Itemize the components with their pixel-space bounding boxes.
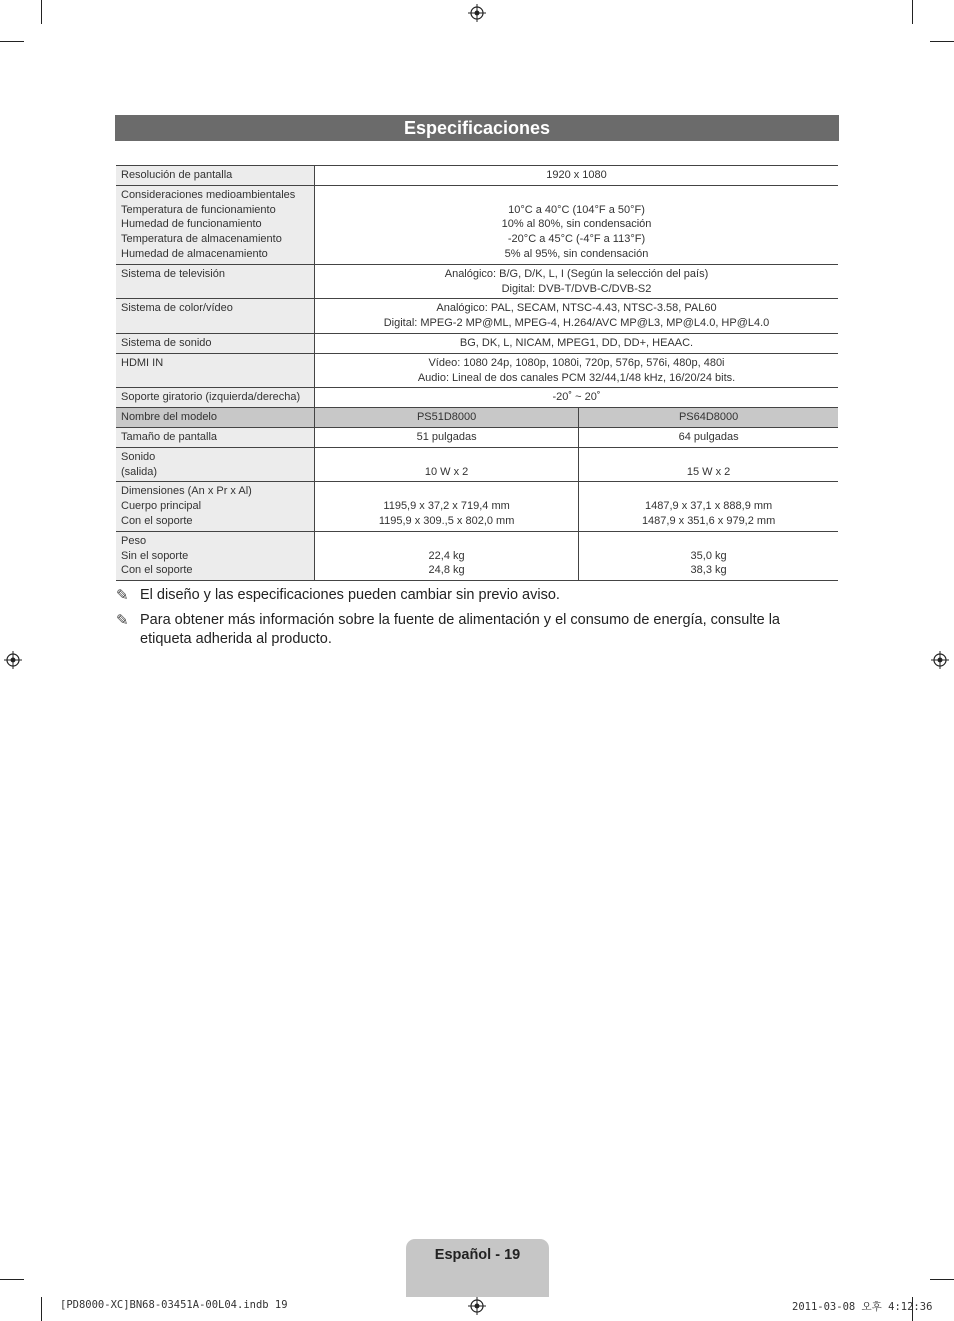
table-row: [116, 264, 838, 299]
footer-timestamp: 2011-03-08 오후 4:12:36: [792, 1301, 933, 1313]
crop-mark: [0, 41, 24, 42]
model-b: PS64D8000: [579, 408, 838, 428]
pencil-note-icon: ✎: [116, 612, 129, 629]
registration-mark-icon: [4, 651, 22, 669]
table-row: [116, 482, 838, 531]
value-a: 22,4 kg 24,8 kg: [315, 531, 579, 580]
table-row: [116, 333, 838, 353]
value-b: 15 W x 2: [579, 447, 838, 482]
table-row: [116, 447, 838, 482]
notes: [116, 586, 806, 655]
note-item: [116, 611, 806, 649]
page-label: Español - 19: [434, 1247, 521, 1263]
value-a: 10 W x 2: [315, 447, 579, 482]
model-a: PS51D8000: [315, 408, 579, 428]
row-label: Peso Sin el soporte Con el soporte: [116, 531, 315, 580]
row-label: Nombre del modelo: [116, 408, 315, 428]
crop-mark: [0, 1279, 24, 1280]
row-value: 1920 x 1080: [315, 166, 839, 186]
page-number-tab: [406, 1239, 549, 1297]
value-a: 1195,9 x 37,2 x 719,4 mm 1195,9 x 309.,5 x 802,0 mm: [315, 482, 579, 531]
spec-table: [116, 165, 838, 581]
row-value: Vídeo: 1080 24p, 1080p, 1080i, 720p, 576p, 576i, 480p, 480i Audio: Lineal de dos canales PCM 32/44,1/48 kHz, 16/20/24 bits.: [315, 353, 839, 388]
row-label: Tamaño de pantalla: [116, 427, 315, 447]
row-value: Analógico: B/G, D/K, L, I (Según la selección del país) Digital: DVB-T/DVB-C/DVB-S2: [315, 264, 839, 299]
row-value: BG, DK, L, NICAM, MPEG1, DD, DD+, HEAAC.: [315, 333, 839, 353]
table-row: [116, 299, 838, 334]
note-text: El diseño y las especificaciones pueden cambiar sin previo aviso.: [140, 587, 560, 603]
note-text: Para obtener más información sobre la fuente de alimentación y el consumo de energía, consulte la etiqueta adherida al producto.: [140, 612, 780, 647]
crop-mark: [41, 1297, 42, 1321]
row-label: Soporte giratorio (izquierda/derecha): [116, 388, 315, 408]
crop-mark: [930, 1279, 954, 1280]
crop-mark: [912, 0, 913, 24]
row-label: Sistema de televisión: [116, 264, 315, 299]
row-value: 10°C a 40°C (104°F a 50°F) 10% al 80%, sin condensación -20°C a 45°C (-4°F a 113°F) 5% al 95%, sin condensación: [315, 185, 839, 264]
value-a: 51 pulgadas: [315, 427, 579, 447]
row-label: Resolución de pantalla: [116, 166, 315, 186]
crop-mark: [930, 41, 954, 42]
note-item: [116, 586, 806, 605]
table-row: [116, 531, 838, 580]
registration-mark-icon: [468, 1297, 486, 1315]
crop-mark: [41, 0, 42, 24]
row-label: HDMI IN: [116, 353, 315, 388]
table-row: [116, 408, 838, 428]
pencil-note-icon: ✎: [116, 587, 129, 604]
table-row: [116, 166, 838, 186]
page-title: Especificaciones: [115, 115, 839, 141]
row-value: -20˚ ~ 20˚: [315, 388, 839, 408]
table-row: [116, 353, 838, 388]
registration-mark-icon: [468, 4, 486, 22]
table-row: [116, 185, 838, 264]
row-label: Sistema de color/vídeo: [116, 299, 315, 334]
row-label: Dimensiones (An x Pr x Al) Cuerpo principal Con el soporte: [116, 482, 315, 531]
row-label: Sonido (salida): [116, 447, 315, 482]
row-label: Sistema de sonido: [116, 333, 315, 353]
row-label: Consideraciones medioambientales Temperatura de funcionamiento Humedad de funcionamiento Temperatura de almacenamiento Humedad de almacenamiento: [116, 185, 315, 264]
footer-file: [PD8000-XC]BN68-03451A-00L04.indb 19: [60, 1299, 288, 1311]
value-b: 35,0 kg 38,3 kg: [579, 531, 838, 580]
value-b: 64 pulgadas: [579, 427, 838, 447]
row-value: Analógico: PAL, SECAM, NTSC-4.43, NTSC-3.58, PAL60 Digital: MPEG-2 MP@ML, MPEG-4, H.264/AVC MP@L3, MP@L4.0, HP@L4.0: [315, 299, 839, 334]
table-row: [116, 388, 838, 408]
table-row: [116, 427, 838, 447]
registration-mark-icon: [931, 651, 949, 669]
value-b: 1487,9 x 37,1 x 888,9 mm 1487,9 x 351,6 x 979,2 mm: [579, 482, 838, 531]
